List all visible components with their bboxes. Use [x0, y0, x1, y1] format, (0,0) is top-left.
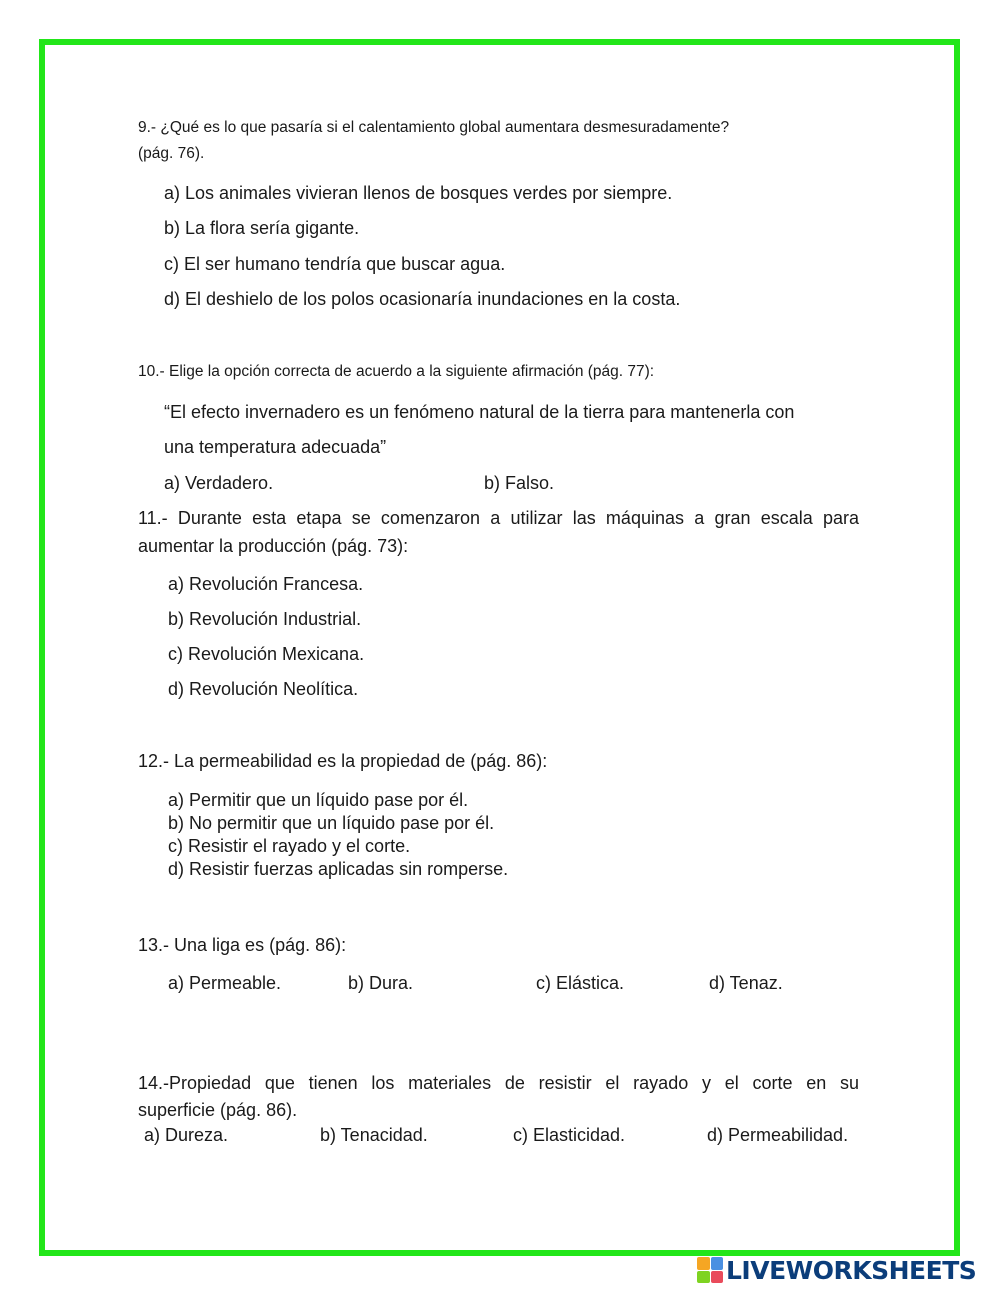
question-9-line-2: (pág. 76).	[138, 145, 205, 162]
question-10-quote-line-1: “El efecto invernadero es un fenómeno natural de la tierra para mantenerla con	[164, 402, 795, 422]
question-9-line-1: 9.- ¿Qué es lo que pasaría si el calentamiento global aumentara desmesuradamente?	[138, 119, 730, 136]
question-10-quote-line-2: una temperatura adecuada”	[164, 437, 387, 457]
q14-option-b[interactable]: b) Tenacidad.	[320, 1125, 428, 1145]
question-11-line-2: aumentar la producción (pág. 73):	[138, 536, 409, 556]
q14-option-c[interactable]: c) Elasticidad.	[513, 1125, 626, 1145]
q9-option-b[interactable]: b) La flora sería gigante.	[164, 218, 360, 238]
q10-option-a[interactable]: a) Verdadero.	[164, 473, 274, 493]
q13-option-c[interactable]: c) Elástica.	[536, 973, 625, 993]
liveworksheets-watermark[interactable]	[697, 1257, 976, 1283]
q14-option-d[interactable]: d) Permeabilidad.	[707, 1125, 849, 1145]
q11-option-a[interactable]: a) Revolución Francesa.	[168, 574, 364, 594]
question-10-prompt: 10.- Elige la opción correcta de acuerdo a la siguiente afirmación (pág. 77):	[138, 363, 655, 380]
question-12-prompt: 12.- La permeabilidad es la propiedad de (pág. 86):	[138, 751, 548, 771]
question-11-line-1: 11.- Durante esta etapa se comenzaron a utilizar las máquinas a gran escala para	[138, 508, 859, 528]
q9-option-d[interactable]: d) El deshielo de los polos ocasionaría inundaciones en la costa.	[164, 289, 681, 309]
q12-option-d[interactable]: d) Resistir fuerzas aplicadas sin romperse.	[168, 859, 509, 879]
q12-option-a[interactable]: a) Permitir que un líquido pase por él.	[168, 790, 469, 810]
q9-option-c[interactable]: c) El ser humano tendría que buscar agua.	[164, 254, 506, 274]
q12-option-b[interactable]: b) No permitir que un líquido pase por él.	[168, 813, 495, 833]
brand-name: LIVEWORKSHEETS	[726, 1255, 977, 1285]
q11-option-d[interactable]: d) Revolución Neolítica.	[168, 679, 359, 699]
q11-option-c[interactable]: c) Revolución Mexicana.	[168, 644, 365, 664]
q13-option-a[interactable]: a) Permeable.	[168, 973, 282, 993]
q11-option-b[interactable]: b) Revolución Industrial.	[168, 609, 362, 629]
q12-option-c[interactable]: c) Resistir el rayado y el corte.	[168, 836, 411, 856]
q10-option-b[interactable]: b) Falso.	[484, 473, 555, 493]
q13-option-d[interactable]: d) Tenaz.	[709, 973, 783, 993]
question-13-prompt: 13.- Una liga es (pág. 86):	[138, 935, 347, 955]
q14-option-a[interactable]: a) Dureza.	[144, 1125, 229, 1145]
liveworksheets-logo-icon	[697, 1257, 723, 1283]
question-14-line-1: 14.-Propiedad que tienen los materiales de resistir el rayado y el corte en su	[138, 1073, 859, 1093]
q13-option-b[interactable]: b) Dura.	[348, 973, 414, 993]
q9-option-a[interactable]: a) Los animales vivieran llenos de bosques verdes por siempre.	[164, 183, 673, 203]
question-14-line-2: superficie (pág. 86).	[138, 1100, 298, 1120]
